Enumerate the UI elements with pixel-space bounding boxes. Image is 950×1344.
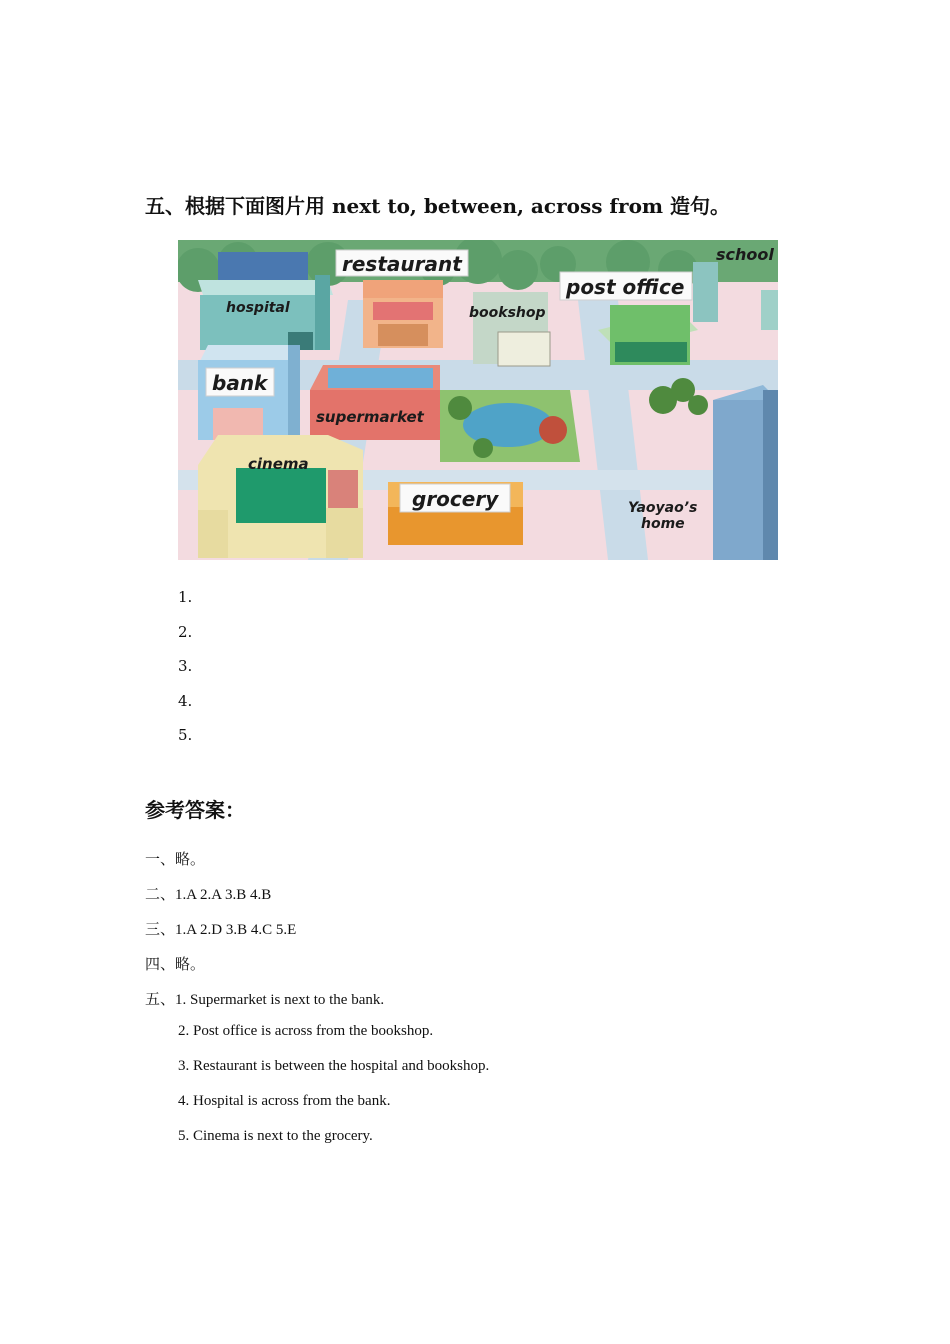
- answer-section-5: 五、1. Supermarket is next to the bank.: [145, 992, 385, 1008]
- post-office-label: post office: [566, 275, 685, 299]
- answer-section-2: 二、1.A 2.A 3.B 4.B: [145, 887, 272, 903]
- yaoyao-home-building: [713, 385, 778, 560]
- supermarket-label: supermarket: [316, 408, 424, 426]
- post-office-building: [598, 305, 698, 365]
- answer-section-4: 四、略。: [145, 957, 206, 973]
- park: [440, 390, 580, 462]
- town-map-illustration: [178, 240, 778, 560]
- blank-item-1: 1.: [178, 588, 193, 606]
- grocery-label: grocery: [412, 487, 499, 511]
- bookshop-label: bookshop: [469, 305, 546, 321]
- school-label: school: [716, 245, 774, 264]
- hospital-label: hospital: [226, 300, 290, 316]
- home-label-line2: home: [641, 516, 685, 532]
- cinema-label: cinema: [248, 455, 309, 473]
- answer-section-1: 一、略。: [145, 852, 206, 868]
- blank-list: [178, 580, 192, 753]
- answer-section-3: 三、1.A 2.D 3.B 4.C 5.E: [145, 922, 297, 938]
- answers-title: 参考答案：: [145, 798, 245, 822]
- answer-five-5: 5. Cinema is next to the grocery.: [178, 1128, 373, 1144]
- cinema-building: [198, 435, 363, 558]
- restaurant-label: restaurant: [342, 252, 462, 276]
- blank-item-3: 3.: [178, 657, 193, 675]
- blank-item-5: 5.: [178, 726, 193, 744]
- bookshop-building: [473, 292, 550, 366]
- bank-label: bank: [212, 371, 268, 395]
- home-label-line1: Yaoyao’s: [628, 500, 698, 516]
- answer-five-2: 2. Post office is across from the bookshop.: [178, 1023, 434, 1039]
- answer-five-3: 3. Restaurant is between the hospital and bookshop.: [178, 1058, 490, 1074]
- supermarket-building: [310, 365, 440, 440]
- answer-five-4: 4. Hospital is across from the bank.: [178, 1093, 391, 1109]
- section-title: 五、根据下面图片用 next to, between, across from 造句。: [145, 194, 731, 218]
- restaurant-building: [363, 280, 443, 348]
- blank-item-2: 2.: [178, 622, 193, 641]
- blank-item-4: 4.: [178, 691, 193, 710]
